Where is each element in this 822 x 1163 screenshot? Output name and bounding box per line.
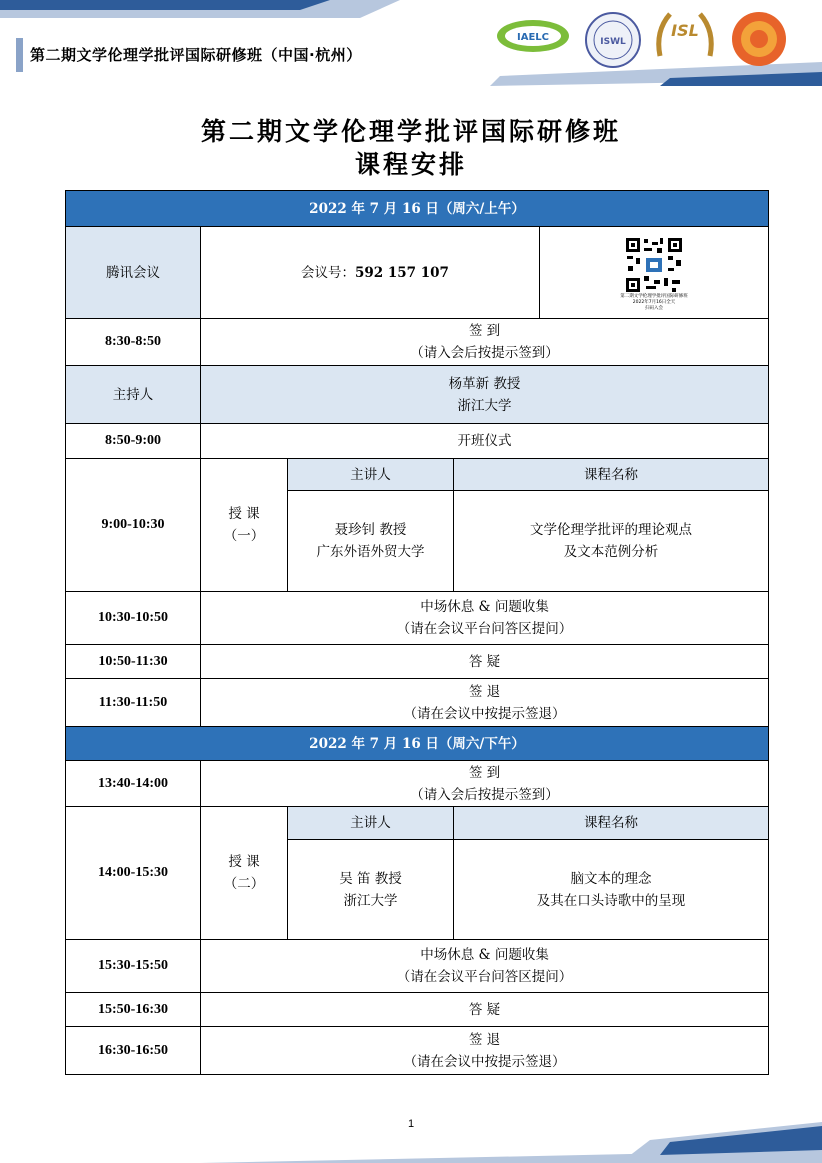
document-title: 第二期文学伦理学批评国际研修班 bbox=[200, 117, 621, 146]
meeting-label: 腾讯会议 bbox=[66, 227, 201, 319]
activity-cell bbox=[201, 592, 769, 645]
morning-date: 2022 年 7 月 16 日（周六/上午） bbox=[66, 191, 769, 227]
qr-cell bbox=[540, 227, 769, 319]
afternoon-date-row bbox=[66, 727, 769, 761]
activity-title: 中场休息 & 问题收集 bbox=[420, 599, 549, 615]
speaker-name: 吴 笛 教授 bbox=[339, 870, 402, 887]
lecture-label: 授 课 bbox=[228, 854, 260, 870]
schedule-row bbox=[66, 1027, 769, 1075]
iswl-logo-text: ISWL bbox=[600, 37, 626, 47]
activity-cell: 答 疑 bbox=[201, 645, 769, 679]
activity-note: （请在会议中按提示签退） bbox=[403, 1053, 566, 1070]
time-cell: 9:00-10:30 bbox=[66, 459, 201, 592]
lecture-header-row bbox=[66, 459, 769, 491]
iaelc-logo-text: IAELC bbox=[516, 32, 550, 43]
schedule-row bbox=[66, 993, 769, 1027]
course-header: 课程名称 bbox=[454, 807, 769, 840]
time-cell: 14:00-15:30 bbox=[66, 807, 201, 940]
top-left-decoration bbox=[0, 0, 400, 30]
lecture-header-row bbox=[66, 807, 769, 840]
time-cell: 10:50-11:30 bbox=[66, 645, 201, 679]
course-title: 脑文本的理念 bbox=[570, 870, 652, 887]
schedule-table bbox=[65, 190, 769, 1075]
host-label: 主持人 bbox=[66, 366, 201, 424]
time-cell: 15:50-16:30 bbox=[66, 993, 201, 1027]
activity-cell: 答 疑 bbox=[201, 993, 769, 1027]
speaker-header: 主讲人 bbox=[288, 807, 454, 840]
document-subtitle: 课程安排 bbox=[354, 150, 467, 179]
lecture-number: （一） bbox=[223, 528, 265, 544]
course-header: 课程名称 bbox=[454, 459, 769, 491]
speaker-org: 广东外语外贸大学 bbox=[316, 544, 425, 560]
isl-logo-text: ISL bbox=[671, 21, 699, 40]
speaker-header: 主讲人 bbox=[288, 459, 454, 491]
speaker-name: 聂珍钊 教授 bbox=[334, 522, 407, 538]
lecture-label-cell bbox=[201, 459, 288, 592]
lecture-label: 授 课 bbox=[228, 506, 260, 522]
activity-note: （请在会议中按提示签退） bbox=[403, 705, 566, 722]
activity-cell: 开班仪式 bbox=[201, 424, 769, 459]
activity-note: （请在会议平台问答区提问） bbox=[396, 621, 573, 637]
activity-note: （请入会后按提示签到） bbox=[410, 786, 559, 803]
host-row bbox=[66, 366, 769, 424]
world-literature-logo-icon bbox=[730, 10, 788, 68]
meeting-number-label: 会议号： bbox=[301, 264, 355, 281]
time-cell: 11:30-11:50 bbox=[66, 679, 201, 727]
time-cell: 8:50-9:00 bbox=[66, 424, 201, 459]
header-left-bar bbox=[16, 38, 23, 72]
qr-caption-1: 第二期文学伦理学批评国际研修班 bbox=[620, 293, 688, 299]
activity-cell bbox=[201, 1027, 769, 1075]
header-title: 第二期文学伦理学批评国际研修班（中国·杭州） bbox=[30, 46, 362, 64]
lecture-label-cell bbox=[201, 807, 288, 940]
activity-title: 签 退 bbox=[468, 683, 501, 700]
time-cell: 8:30-8:50 bbox=[66, 319, 201, 366]
lecture-number: （二） bbox=[223, 876, 265, 892]
time-cell: 13:40-14:00 bbox=[66, 761, 201, 807]
course-subtitle: 及其在口头诗歌中的呈现 bbox=[536, 892, 686, 909]
schedule-row bbox=[66, 424, 769, 459]
activity-cell bbox=[201, 761, 769, 807]
meeting-number: 592 157 107 bbox=[355, 264, 449, 281]
host-cell bbox=[201, 366, 769, 424]
course-subtitle: 及文本范例分析 bbox=[563, 544, 659, 560]
iaelc-logo-icon bbox=[493, 12, 573, 57]
speaker-cell bbox=[288, 840, 454, 940]
activity-note: （请入会后按提示签到） bbox=[410, 345, 559, 361]
qr-code-icon[interactable] bbox=[624, 236, 684, 294]
isl-logo-icon bbox=[650, 6, 720, 66]
speaker-cell bbox=[288, 491, 454, 592]
activity-cell bbox=[201, 679, 769, 727]
course-cell bbox=[454, 491, 769, 592]
speaker-org: 浙江大学 bbox=[343, 892, 398, 909]
qr-caption-2: 2022年7月16日全天 bbox=[632, 299, 676, 305]
schedule-row bbox=[66, 319, 769, 366]
time-cell: 10:30-10:50 bbox=[66, 592, 201, 645]
time-cell: 15:30-15:50 bbox=[66, 940, 201, 993]
course-cell bbox=[454, 840, 769, 940]
meeting-number-cell bbox=[201, 227, 540, 319]
page-number: 1 bbox=[407, 1118, 415, 1130]
schedule-row bbox=[66, 592, 769, 645]
activity-title: 签 到 bbox=[468, 764, 501, 781]
course-title: 文学伦理学批评的理论观点 bbox=[530, 522, 693, 538]
time-cell: 16:30-16:50 bbox=[66, 1027, 201, 1075]
schedule-row bbox=[66, 940, 769, 993]
afternoon-date: 2022 年 7 月 16 日（周六/下午） bbox=[66, 727, 769, 761]
activity-title: 中场休息 & 问题收集 bbox=[420, 947, 549, 963]
activity-title: 签 到 bbox=[468, 323, 501, 339]
morning-date-row bbox=[66, 191, 769, 227]
schedule-row bbox=[66, 679, 769, 727]
activity-cell bbox=[201, 940, 769, 993]
meeting-row bbox=[66, 227, 769, 319]
activity-note: （请在会议平台问答区提问） bbox=[396, 969, 573, 985]
host-name: 杨革新 教授 bbox=[448, 375, 521, 392]
iswl-logo-icon bbox=[583, 10, 643, 70]
qr-caption-3: 扫码入会 bbox=[645, 305, 664, 311]
schedule-row bbox=[66, 761, 769, 807]
schedule-row bbox=[66, 645, 769, 679]
host-org: 浙江大学 bbox=[457, 397, 512, 414]
activity-cell bbox=[201, 319, 769, 366]
activity-title: 签 退 bbox=[468, 1031, 501, 1048]
